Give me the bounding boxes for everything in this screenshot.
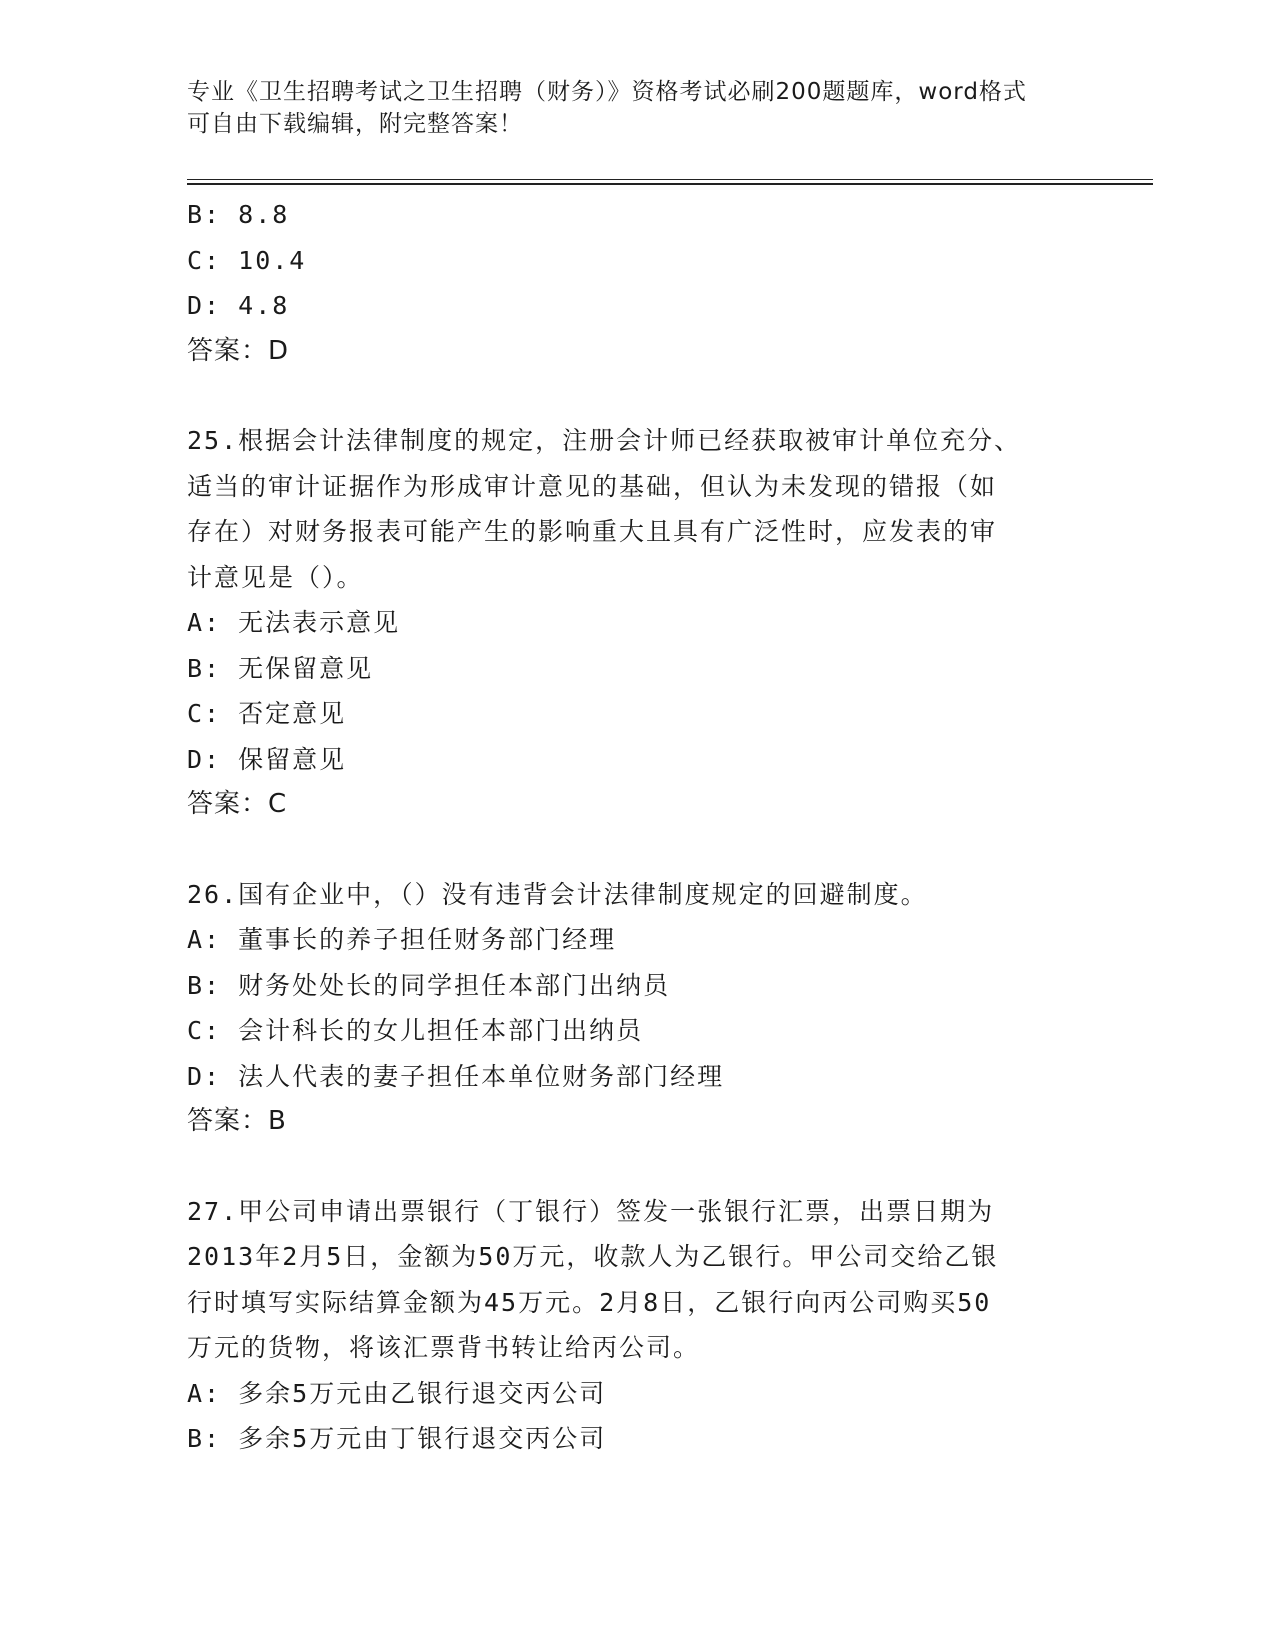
option-b: B: 多余5万元由丁银行退交丙公司 — [187, 1424, 607, 1453]
spacer — [187, 374, 1087, 418]
header-line-2: 可自由下载编辑，附完整答案！ — [187, 111, 523, 137]
header-divider-thick — [187, 183, 1153, 185]
question-27 — [187, 1189, 1087, 1462]
option-d: D: 法人代表的妻子担任本单位财务部门经理 — [187, 1061, 725, 1091]
question-stem-line: 2013年2月5日，金额为50万元，收款人为乙银行。甲公司交给乙银 — [187, 1242, 999, 1271]
option-c: C: 会计科长的女儿担任本部门出纳员 — [187, 1016, 644, 1045]
option-c: C: 否定意见 — [187, 699, 347, 728]
question-stem-line: 计意见是（）。 — [187, 562, 364, 592]
question-list — [187, 192, 1087, 1462]
option-b: B: 无保留意见 — [187, 653, 374, 683]
spacer — [187, 1145, 1087, 1189]
header-line-1: 专业《卫生招聘考试之卫生招聘（财务）》资格考试必刷200题题库，word格式 — [187, 79, 1027, 105]
question-stem-line: 27.甲公司申请出票银行（丁银行）签发一张银行汇票，出票日期为 — [187, 1196, 995, 1226]
question-stem-line: 行时填写实际结算金额为45万元。2月8日，乙银行向丙公司购买50 — [187, 1287, 992, 1317]
option-d: D: 4.8 — [187, 291, 290, 320]
question-stem-line: 适当的审计证据作为形成审计意见的基础，但认为未发现的错报（如 — [187, 471, 998, 501]
answer-line: 答案：B — [187, 1106, 287, 1136]
question-stem-line: 万元的货物，将该汇票背书转让给丙公司。 — [187, 1333, 701, 1362]
option-b: B: 财务处处长的同学担任本部门出纳员 — [187, 970, 671, 1000]
question-stem-line: 26.国有企业中，（）没有违背会计法律制度规定的回避制度。 — [187, 879, 928, 909]
answer-line: 答案：C — [187, 789, 288, 819]
option-d: D: 保留意见 — [187, 744, 347, 774]
option-a: A: 无法表示意见 — [187, 608, 401, 637]
question-stem-line: 存在）对财务报表可能产生的影响重大且具有广泛性时，应发表的审 — [187, 517, 998, 546]
page-header — [187, 76, 1087, 140]
spacer — [187, 828, 1087, 872]
option-a: A: 多余5万元由乙银行退交丙公司 — [187, 1378, 607, 1408]
question-24-continuation — [187, 192, 1087, 374]
answer-line: 答案：D — [187, 335, 290, 366]
question-stem-line: 25.根据会计法律制度的规定，注册会计师已经获取被审计单位充分、 — [187, 426, 1022, 455]
header-divider-thin — [187, 179, 1153, 180]
question-25 — [187, 418, 1087, 828]
option-a: A: 董事长的养子担任财务部门经理 — [187, 925, 617, 954]
question-26 — [187, 872, 1087, 1145]
option-b: B: 8.8 — [187, 200, 290, 229]
option-c: C: 10.4 — [187, 245, 307, 275]
